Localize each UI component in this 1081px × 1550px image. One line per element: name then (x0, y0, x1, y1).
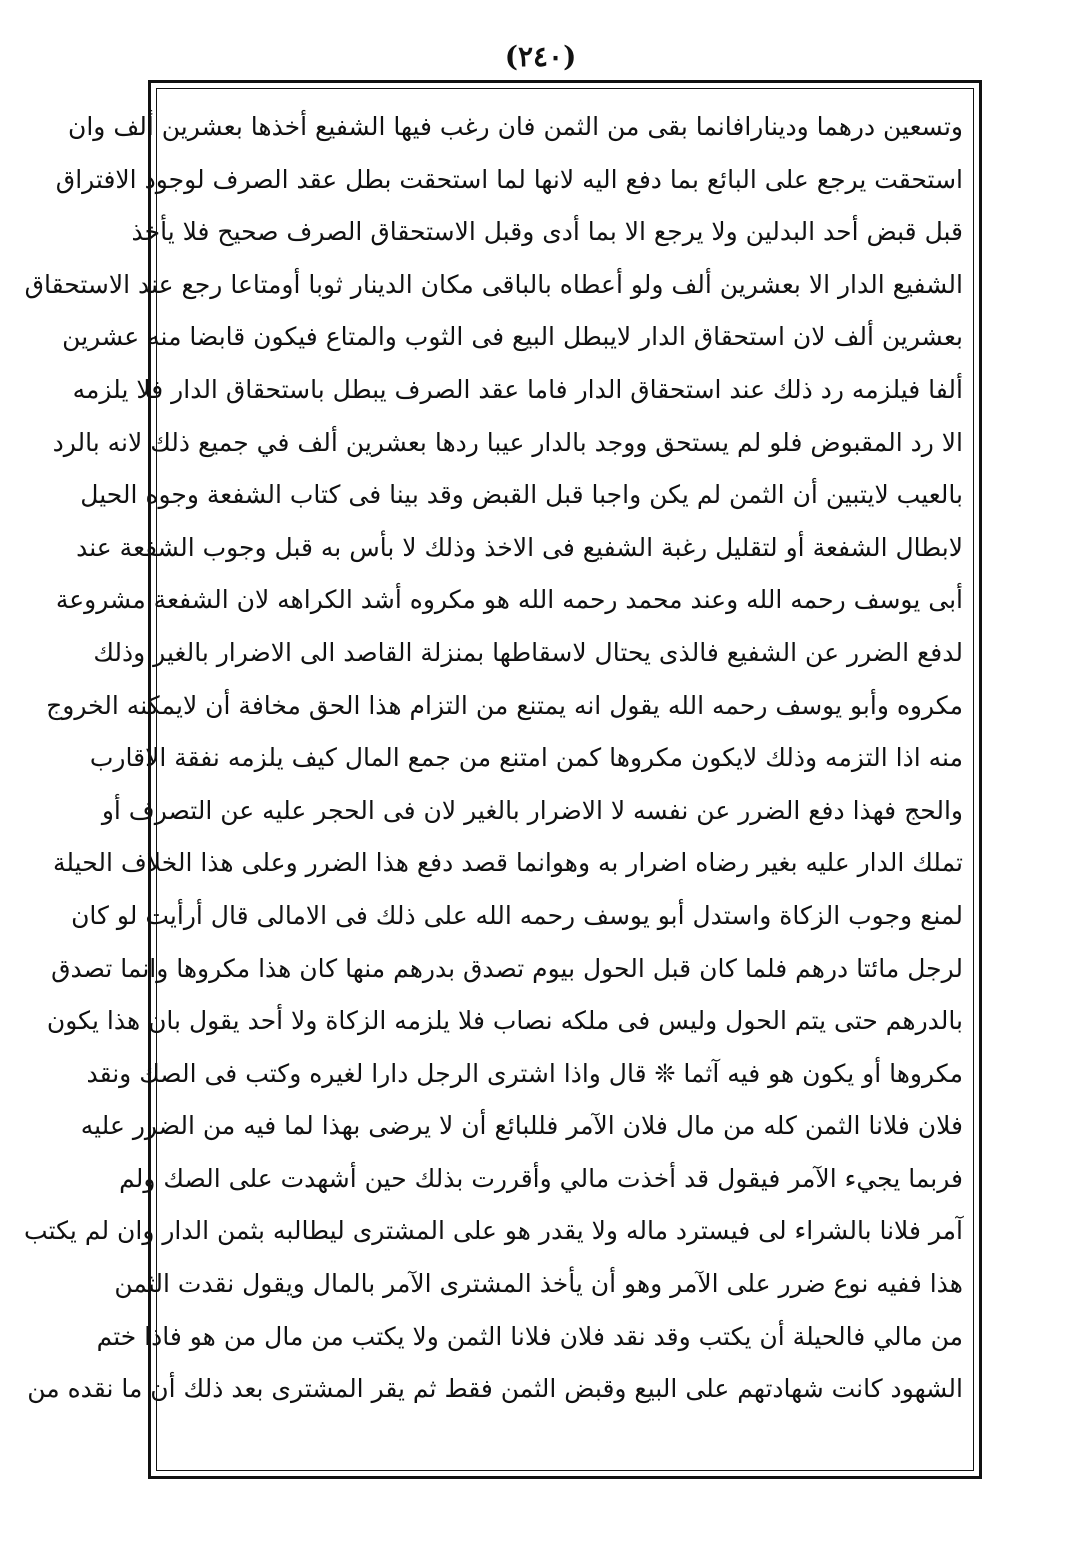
text-line: قبل قبض أحد البدلين ولا يرجع الا بما أدى وقبل الاستحقاق الصرف صحيح فلا يأخذ (131, 217, 963, 247)
text-line: فلان فلانا الثمن كله من مال فلان الآمر فللبائع أن لا يرضى بهذا لما فيه من الضرر عليه (80, 1111, 963, 1141)
text-line: فربما يجيء الآمر فيقول قد أخذت مالي وأقررت بذلك حين أشهدت على الصك ولم (119, 1163, 963, 1193)
text-line: والحج فهذا دفع الضرر عن نفسه لا الاضرار بالغير لان فى الحجر عليه عن التصرف أو (101, 795, 963, 825)
body-text (24, 101, 963, 1416)
text-line: لدفع الضرر عن الشفيع فالذى يحتال لاسقاطها بمنزلة القاصد الى الاضرار بالغير وذلك (93, 637, 963, 667)
text-line: آمر فلانا بالشراء لى فيسترد ماله ولا يقدر هو على المشترى ليطالبه بثمن الدار وان لم يكتب (24, 1216, 963, 1246)
page-border (24, 80, 982, 1479)
text-line: ألفا فيلزمه رد ذلك عند استحقاق الدار فاما عقد الصرف يبطل باستحقاق الدار فلا يلزمه (72, 374, 963, 404)
text-line: مكروه وأبو يوسف رحمه الله يقول انه يمتنع من التزام هذا الحق مخافة أن لايمكنه الخروج (46, 690, 963, 720)
text-line: بالدرهم حتى يتم الحول وليس فى ملكه نصاب فلا يلزمه الزكاة ولا أحد يقول بان هذا يكون (46, 1006, 963, 1036)
text-line: الشهود كانت شهادتهم على البيع وقبض الثمن فقط ثم يقر المشترى بعد ذلك أن ما نقده من (27, 1374, 963, 1404)
text-line: لرجل مائتا درهم فلما كان قبل الحول بيوم تصدق بدرهم منها كان هذا مكروها وانما تصدق (51, 953, 963, 983)
text-line: الشفيع الدار الا بعشرين ألف ولو أعطاه بالباقى مكان الدينار ثوبا أومتاعا رجع عند الاستحقاق (24, 269, 963, 299)
text-line: وتسعين درهما ودينارافانما بقى من الثمن فان رغب فيها الشفيع أخذها بعشرين ألف وان (68, 112, 963, 141)
text-line: لمنع وجوب الزكاة واستدل أبو يوسف رحمه الله على ذلك فى الامالى قال أرأيت لو كان (71, 900, 963, 930)
page-number: (٢٤٠) (504, 40, 577, 73)
text-line: تملك الدار عليه بغير رضاه اضرار به وهوانما قصد دفع هذا الضرر وعلى هذا الخلاف الحيلة (53, 848, 963, 878)
text-line: الا رد المقبوض فلو لم يستحق ووجد بالدار عيبا ردها بعشرين ألف في جميع ذلك لانه بالرد (52, 427, 963, 457)
text-line: استحقت يرجع على البائع بما دفع اليه لانها لما استحقت بطل عقد الصرف لوجود الافتراق (55, 164, 963, 194)
text-line: مكروها أو يكون هو فيه آثما ❊ قال واذا اشترى الرجل دارا لغيره وكتب فى الصك ونقد (86, 1058, 963, 1088)
text-line: لابطال الشفعة أو لتقليل رغبة الشفيع فى الاخذ وذلك لا بأس به قبل وجوب الشفعة عند (76, 532, 963, 562)
text-line: من مالي فالحيلة أن يكتب وقد نقد فلان فلانا الثمن ولا يكتب من مال من هو فاذا ختم (96, 1321, 963, 1351)
text-line: بعشرين ألف لان استحقاق الدار لايبطل البيع فى الثوب والمتاع فيكون قابضا منه عشرين (62, 322, 963, 352)
text-line: أبى يوسف رحمه الله وعند محمد رحمه الله هو مكروه أشد الكراهه لان الشفعة مشروعة (55, 585, 963, 615)
text-line: بالعيب لايتبين أن الثمن لم يكن واجبا قبل القبض وقد بينا فى كتاب الشفعة وجوه الحيل (80, 480, 963, 510)
page-inner-border (24, 88, 974, 1471)
text-line: منه اذا التزمه وذلك لايكون مكروها كمن امتنع من جمع المال كيف يلزمه نفقة الاقارب (89, 743, 963, 773)
text-line: هذا ففيه نوع ضرر على الآمر وهو أن يأخذ المشترى الآمر بالمال ويقول نقدت الثمن (114, 1269, 963, 1299)
